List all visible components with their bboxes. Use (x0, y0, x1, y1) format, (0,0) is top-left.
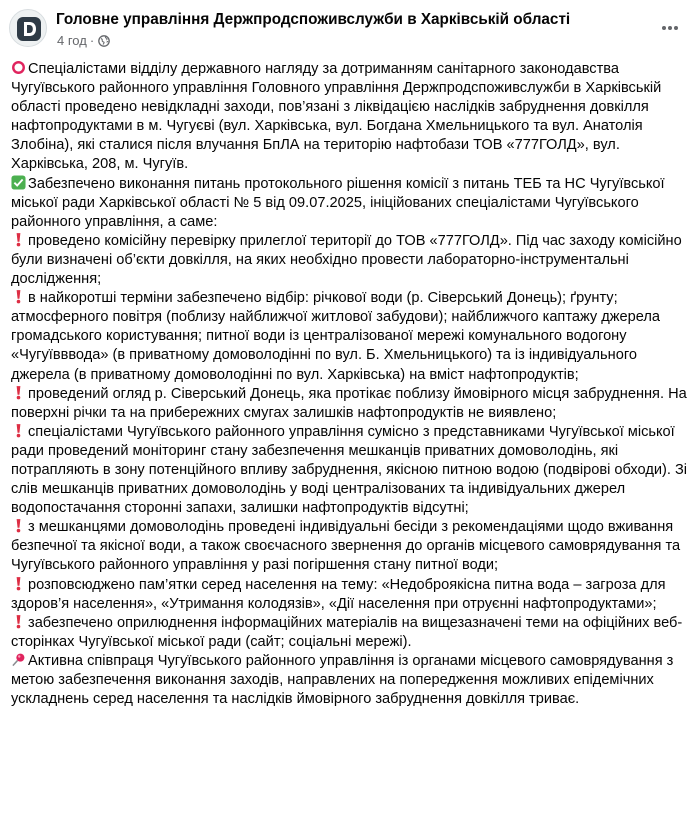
exclamation-icon (11, 614, 26, 629)
globe-icon[interactable] (98, 35, 110, 47)
exclamation-icon (11, 289, 26, 304)
paragraph-text: спеціалістами Чугуївського районного управління сумісно з представниками Чугуївської міської ради проведений моніторинг стану забезпечення мешканців приватних домоволодінь, які потрапляють в зону потенційного впливу забруднення, якісною питною водою (подвірові обходи). Зі слів мешканців приватних домоволодінь у воді централізованих та індивідуальних джерел водопостачання сторонні запахи, залишки нафтопродуктів відсутні; (11, 423, 688, 517)
paragraph-text: Активна співпраця Чугуївського районного управління із органами місцевого самоврядування з метою забезпечення виконання заходів, направлених на попередження можливих епідемічних ускладнень серед населення та наслідків ймовірного забруднення довкілля триває. (11, 652, 674, 708)
pushpin-icon (11, 652, 26, 667)
post-timestamp[interactable]: 4 год (57, 33, 87, 48)
post-paragraph (11, 385, 695, 423)
page-logo-icon (17, 17, 41, 41)
page-name-link[interactable]: Головне управління Держпродспоживслужби в Харківській області (56, 11, 571, 28)
post-paragraph (11, 60, 695, 175)
post-body (11, 60, 695, 709)
exclamation-icon (11, 232, 26, 247)
paragraph-text: Забезпечено виконання питань протокольного рішення комісії з питань ТЕБ та НС Чугуївської міської ради Харківської області № 5 від 09.07.2025, ініційованих спеціалістами Чугуївського районного управління, а саме: (11, 175, 665, 230)
post-paragraph (11, 175, 695, 232)
more-horizontal-icon (662, 26, 666, 30)
paragraph-text: розповсюджено пам’ятки серед населення на тему: «Недоброякісна питна вода – загроза для здоров’я населення», «Утримання колодязів», «Дії населення при отруєнні нафтопродуктами»; (11, 576, 666, 612)
paragraph-text: проведено комісійну перевірку прилеглої території до ТОВ «777ГОЛД». Під час заходу комісійно були визначені об’єкти довкілля, на яких необхідно провести лабораторно-інструментальні дослідження; (11, 232, 682, 288)
post-paragraph (11, 652, 695, 709)
more-options-button[interactable] (652, 14, 688, 42)
check-mark-icon (11, 175, 26, 190)
paragraph-text: з мешканцями домоволодінь проведені індивідуальні бесіди з рекомендаціями щодо вживання безпечної та якісної води, а також своєчасного звернення до органів місцевого самоврядування та Чугуївського районного управління у разі погіршення стану питної води; (11, 519, 681, 574)
post-paragraph (11, 232, 695, 289)
more-dot (668, 26, 672, 30)
post-meta (57, 33, 110, 48)
exclamation-icon (11, 518, 26, 533)
more-dot (674, 26, 678, 30)
page-avatar[interactable] (9, 9, 47, 47)
meta-separator: · (89, 33, 95, 48)
paragraph-text: Спеціалістами відділу державного нагляду за дотриманням санітарного законодавства Чугуївського районного управління Головного управління Держпродспоживслужби в Харківській області проведено невідкладні заходи, пов’язані з ліквідацією наслідків забруднення довкілля нафтопродуктами в м. Чугуєві (вул. Харківська, вул. Богдана Хмельницького та вул. Анатолія Злобіна), які сталися після влучання БпЛА на територію нафтобази ТОВ «777ГОЛД», вул. Харківська, 208, м. Чугуїв. (11, 61, 662, 173)
post-header (0, 0, 699, 56)
paragraph-text: в найкоротші терміни забезпечено відбір: річкової води (р. Сіверський Донець); ґрунту; атмосферного повітря (поблизу найближчої житлової забудови); найближчого каптажу джерела громадського користування; питної води із централізованої мережі комунального водогону «Чугуївввода» (в приватному домоволодінні по вул. Б. Хмельницького) та із індивідуального джерела (в приватному домоволодінні по вул. Харківська) на вміст нафтопродуктів; (11, 290, 661, 383)
post-paragraph (11, 576, 695, 614)
post-paragraph (11, 518, 695, 575)
exclamation-icon (11, 423, 26, 438)
red-circle-icon (11, 60, 26, 75)
paragraph-text: проведений огляд р. Сіверський Донець, яка протікає поблизу ймовірного місця забруднення. На поверхні річки та на прибережних смугах залишків нафтопродуктів не виявлено; (11, 385, 687, 421)
exclamation-icon (11, 385, 26, 400)
post-paragraph (11, 614, 695, 652)
post-paragraph (11, 423, 695, 518)
post-paragraph (11, 289, 695, 384)
exclamation-icon (11, 576, 26, 591)
paragraph-text: забезпечено оприлюднення інформаційних матеріалів на вищезазначені теми на офіційних веб-сторінках Чугуївської міської ради (сайт; соціальні мережі). (11, 614, 683, 650)
